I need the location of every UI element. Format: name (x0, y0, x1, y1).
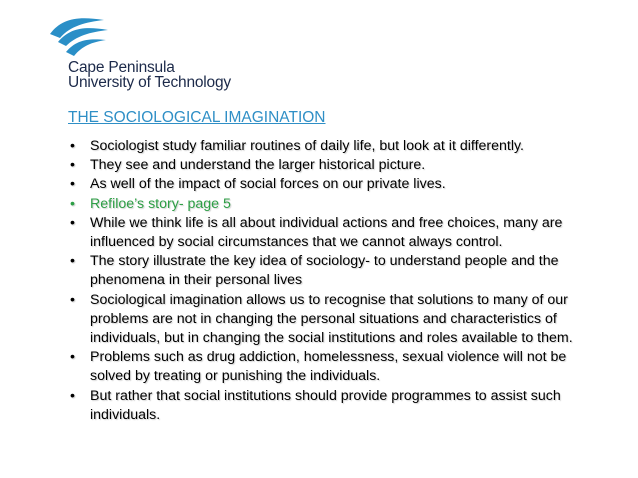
bullet-text: The story illustrate the key idea of sociology- to understand people and the phenomena in their personal lives (90, 253, 559, 289)
cput-logo-text (68, 60, 231, 90)
bullet-text: As well of the impact of social forces on our private lives. (90, 176, 446, 193)
bullet-text: Sociologist study familiar routines of daily life, but look at it differently. (90, 138, 524, 154)
bullet-dot-icon: • (70, 157, 75, 174)
bullet-dot-icon: • (70, 349, 75, 366)
bullet-item (68, 291, 598, 349)
bullet-item (68, 175, 598, 194)
cput-logo (48, 14, 238, 91)
bullet-dot-icon: • (70, 253, 75, 270)
bullet-item (68, 252, 598, 290)
bullet-dot-icon: • (70, 176, 75, 193)
bullet-item (68, 387, 598, 425)
bullet-text: They see and understand the larger historical picture. (90, 157, 426, 174)
bullet-dot-icon: • (70, 291, 75, 308)
slide-title: THE SOCIOLOGICAL IMAGINATION (68, 109, 326, 126)
bullet-item (68, 156, 598, 175)
bullet-text: Sociological imagination allows us to recognise that solutions to many of our problems are not in changing the personal situations and characteristics of individuals, but in changing the social institutions and roles available to them. (90, 291, 573, 347)
bullet-dot-icon: • (70, 387, 75, 404)
bullet-text: But rather that social institutions should provide programmes to assist such individuals. (90, 387, 561, 423)
logo-line-1: Cape Peninsula (68, 59, 175, 76)
bullet-dot-icon: • (70, 214, 75, 231)
logo-line-2: University of Technology (68, 74, 231, 91)
bullet-item (68, 348, 598, 386)
bullet-item (68, 195, 598, 214)
cput-wave-logo-icon (48, 14, 112, 58)
bullet-dot-icon: • (70, 138, 75, 154)
bullet-text: Refiloe’s story- page 5 (90, 195, 231, 212)
bullet-dot-icon: • (70, 195, 75, 212)
bullet-text: While we think life is all about individual actions and free choices, many are influenced by social circumstances that we cannot always control. (90, 214, 563, 251)
bullet-item (68, 137, 598, 156)
bullet-list (68, 137, 598, 425)
bullet-text: Problems such as drug addiction, homelessness, sexual violence will not be solved by treating or punishing the individuals. (90, 349, 567, 385)
bullet-item (68, 214, 598, 252)
